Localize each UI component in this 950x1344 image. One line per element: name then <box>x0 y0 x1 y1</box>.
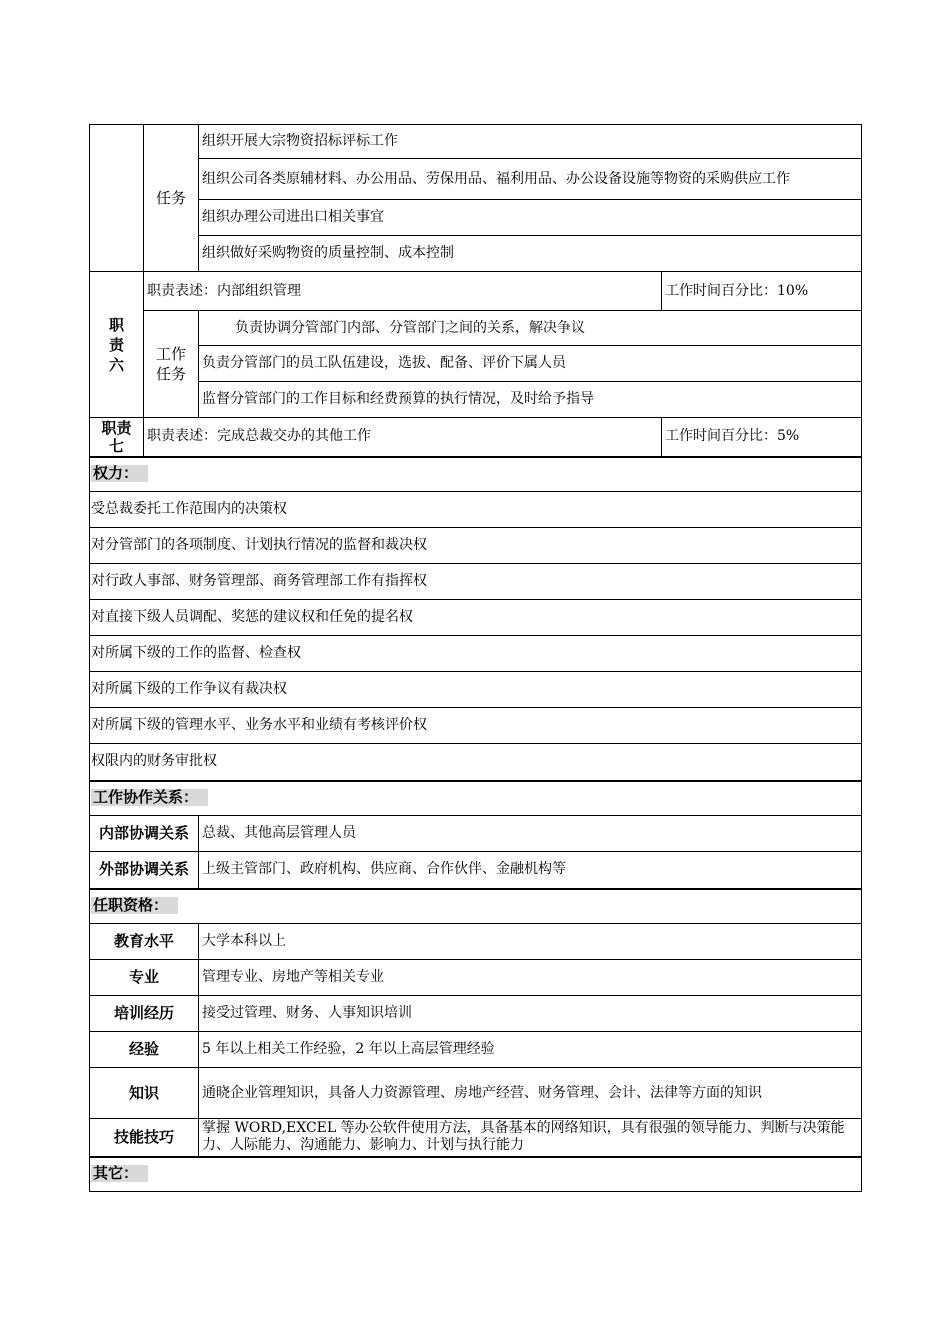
duty7-time-percentage: 工作时间百分比：5% <box>662 418 862 457</box>
power-item: 对所属下级的管理水平、业务水平和业绩有考核评价权 <box>90 708 862 744</box>
duty5-task-3: 组织办理公司进出口相关事宜 <box>199 200 862 236</box>
duty5-task-4: 组织做好采购物资的质量控制、成本控制 <box>199 236 862 272</box>
collab-internal-label: 内部协调关系 <box>90 816 199 852</box>
duty5-task-2: 组织公司各类原辅材料、办公用品、劳保用品、福利用品、办公设备设施等物资的采购供应工作 <box>199 159 862 200</box>
qual-knowledge-value: 通晓企业管理知识，具备人力资源管理、房地产经营、财务管理、会计、法律等方面的知识 <box>199 1068 862 1119</box>
qual-title: 任职资格： <box>91 897 178 914</box>
duty7-label: 职责 七 <box>90 418 144 457</box>
duty7-statement: 职责表述：完成总裁交办的其他工作 <box>144 418 662 457</box>
other-title: 其它： <box>91 1165 148 1182</box>
qual-education-value: 大学本科以上 <box>199 924 862 960</box>
other-header <box>90 1157 862 1192</box>
duty5-label-cell <box>90 125 144 272</box>
power-item: 对行政人事部、财务管理部、商务管理部工作有指挥权 <box>90 564 862 600</box>
duty6-label: 职 责 六 <box>90 272 144 418</box>
power-item: 权限内的财务审批权 <box>90 744 862 781</box>
qual-skills-label: 技能技巧 <box>90 1119 199 1157</box>
powers-title: 权力： <box>91 465 148 482</box>
collab-external-label: 外部协调关系 <box>90 852 199 889</box>
qual-header <box>90 889 862 924</box>
duty6-time-percentage: 工作时间百分比：10% <box>662 272 862 311</box>
power-item: 对分管部门的各项制度、计划执行情况的监督和裁决权 <box>90 528 862 564</box>
qual-experience-value: 5 年以上相关工作经验，2 年以上高层管理经验 <box>199 1032 862 1068</box>
collab-header <box>90 781 862 816</box>
duty6-task-1: 负责协调分管部门内部、分管部门之间的关系，解决争议 <box>199 311 862 346</box>
job-description-page <box>89 124 861 1192</box>
collab-external-value: 上级主管部门、政府机构、供应商、合作伙伴、金融机构等 <box>199 852 862 889</box>
collab-title: 工作协作关系： <box>91 789 208 806</box>
qual-experience-label: 经验 <box>90 1032 199 1068</box>
duty6-task-3: 监督分管部门的工作目标和经费预算的执行情况，及时给予指导 <box>199 382 862 418</box>
power-item: 对直接下级人员调配、奖惩的建议权和任免的提名权 <box>90 600 862 636</box>
job-description-table <box>89 124 862 1192</box>
power-item: 对所属下级的工作争议有裁决权 <box>90 672 862 708</box>
qual-knowledge-label: 知识 <box>90 1068 199 1119</box>
duty6-task-label: 工作 任务 <box>144 311 199 418</box>
powers-header <box>90 457 862 492</box>
power-item: 对所属下级的工作的监督、检查权 <box>90 636 862 672</box>
qual-training-value: 接受过管理、财务、人事知识培训 <box>199 996 862 1032</box>
qual-training-label: 培训经历 <box>90 996 199 1032</box>
qual-major-label: 专业 <box>90 960 199 996</box>
qual-education-label: 教育水平 <box>90 924 199 960</box>
duty5-task-label: 任务 <box>144 125 199 272</box>
duty6-statement: 职责表述：内部组织管理 <box>144 272 662 311</box>
qual-skills-value: 掌握 WORD,EXCEL 等办公软件使用方法，具备基本的网络知识，具有很强的领导能力、判断与决策能力、人际能力、沟通能力、影响力、计划与执行能力 <box>199 1119 862 1157</box>
collab-internal-value: 总裁、其他高层管理人员 <box>199 816 862 852</box>
duty6-task-2: 负责分管部门的员工队伍建设，选拔、配备、评价下属人员 <box>199 346 862 382</box>
power-item: 受总裁委托工作范围内的决策权 <box>90 492 862 528</box>
qual-major-value: 管理专业、房地产等相关专业 <box>199 960 862 996</box>
duty5-task-1: 组织开展大宗物资招标评标工作 <box>199 125 862 159</box>
